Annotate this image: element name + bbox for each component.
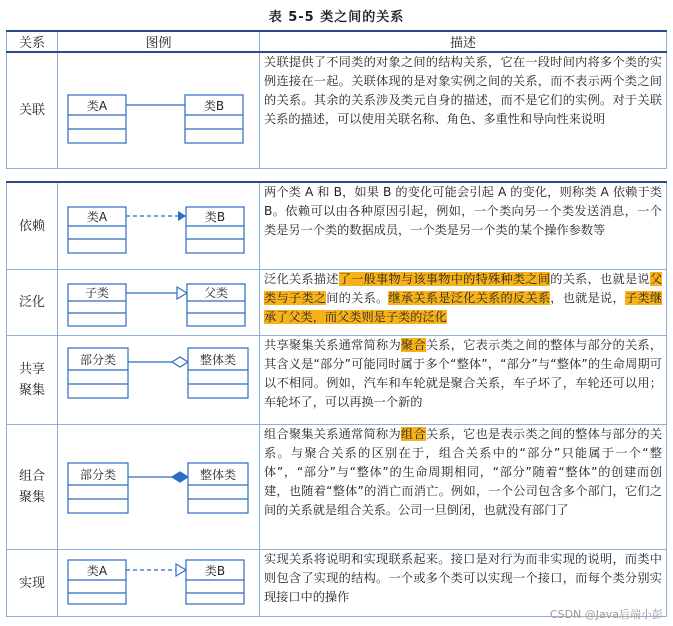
hollow-triangle-icon (177, 287, 187, 299)
realization-diagram (58, 550, 260, 617)
class-box-whole (188, 463, 248, 513)
relations-table-top (6, 30, 667, 169)
class-box-parent (187, 284, 245, 326)
relation-description: 实现关系将说明和实现联系起来。接口是对行为而非实现的说明，而类中则包含了实现的结构。一个或多个类可以实现一个接口，而每个类分别实现接口中的操作 (260, 550, 667, 617)
hollow-diamond-icon (172, 357, 188, 367)
svg-text:整体类: 整体类 (199, 353, 237, 367)
svg-text:类A: 类A (86, 210, 108, 224)
composition-diagram (58, 425, 260, 550)
header-description: 描述 (260, 31, 667, 52)
relation-name: 泛化 (7, 270, 58, 336)
relation-name: 组合 聚集 (7, 425, 58, 550)
relation-name: 依赖 (7, 182, 58, 270)
relation-description: 共享聚集关系通常简称为聚合关系，它表示类之间的整体与部分的关系，其含义是“部分”可能同时属于多个“整体”，“部分”与“整体”的生命周期可以不相同。例如，汽车和车轮就是聚合关系，车子坏了，车轮还可以用；车轮坏了，可以再换一个新的 (260, 336, 667, 425)
svg-text:类A: 类A (86, 564, 108, 578)
class-box-b (186, 207, 244, 253)
class-box-b (185, 95, 243, 143)
class-box-whole (188, 348, 248, 398)
hollow-triangle-icon (176, 564, 186, 576)
highlight: 子类继承了父类，而父类则是子类的泛化 (264, 291, 663, 324)
svg-text:整体类: 整体类 (199, 468, 237, 482)
relations-table-bottom (6, 181, 667, 617)
class-label: 类A (86, 99, 108, 113)
svg-text:部分类: 部分类 (79, 468, 117, 482)
dependency-diagram (58, 182, 260, 270)
row-association (7, 52, 667, 169)
svg-text:部分类: 部分类 (79, 353, 117, 367)
class-box-b (186, 560, 244, 604)
table-header-row (7, 31, 667, 52)
relation-description: 组合聚集关系通常简称为组合关系，它也是表示类之间的整体与部分的关系。与聚合关系的区别在于，组合关系中的“部分”只能属于一个“整体”，“部分”与“整体”的生命周期相同，“部分”随着“整体”的创建而创建，也随着“整体”的消亡而消亡。例如，一个公司包含多个部门，它们之间的关系就是组合关系。公司一旦倒闭，也就没有部门了 (260, 425, 667, 550)
header-diagram: 图例 (58, 31, 260, 52)
svg-text:类B: 类B (204, 564, 226, 578)
row-composition (7, 425, 667, 550)
class-box-a (68, 95, 126, 143)
row-dependency (7, 182, 667, 270)
aggregation-diagram (58, 336, 260, 425)
class-box-part (68, 348, 128, 398)
relation-description: 关联提供了不同类的对象之间的结构关系，它在一段时间内将多个类的实例连接在一起。关联体现的是对象实例之间的关系，而不表示两个类之间的关系。其余的关系涉及类元自身的描述，而不是它们的实例。对于关联关系的描述，可以使用关联名称、角色、多重性和导向性来说明 (260, 52, 667, 169)
class-box-part (68, 463, 128, 513)
generalization-diagram (58, 270, 260, 336)
class-box-child (68, 284, 126, 326)
highlight: 父类与子类之 (264, 272, 663, 305)
svg-text:子类: 子类 (84, 286, 110, 300)
association-diagram (58, 52, 260, 169)
row-generalization (7, 270, 667, 336)
row-aggregation (7, 336, 667, 425)
highlight: 继承关系是泛化关系的反关系 (388, 291, 551, 305)
watermark: CSDN @Java后端小彭 (549, 608, 663, 621)
filled-diamond-icon (172, 472, 188, 482)
relation-description: 泛化关系描述了一般事物与该事物中的特殊种类之间的关系，也就是说父类与子类之间的关系。继承关系是泛化关系的反关系，也就是说，子类继承了父类，而父类则是子类的泛化 (260, 270, 667, 336)
highlight: 组合 (400, 427, 426, 441)
table-caption: 表 5-5 类之间的关系 (268, 10, 405, 25)
relation-name: 实现 (7, 550, 58, 617)
arrowhead-icon (178, 211, 186, 221)
svg-text:父类: 父类 (203, 286, 229, 300)
relation-name: 共享 聚集 (7, 336, 58, 425)
header-relation: 关系 (7, 31, 58, 52)
relation-name: 关联 (7, 52, 58, 169)
class-label: 类B (203, 99, 225, 113)
highlight: 聚合 (400, 338, 426, 352)
relation-description: 两个类 A 和 B，如果 B 的变化可能会引起 A 的变化，则称类 A 依赖于类 B。依赖可以由各种原因引起，例如，一个类向另一个类发送消息，一个类是另一个类的数据成员，一个类是另一个类的某个操作参数等 (260, 182, 667, 270)
class-box-a (68, 207, 126, 253)
svg-text:类B: 类B (204, 210, 226, 224)
class-box-a (68, 560, 126, 604)
highlight: 了一般事物与该事物中的特殊种类之间 (338, 272, 551, 286)
